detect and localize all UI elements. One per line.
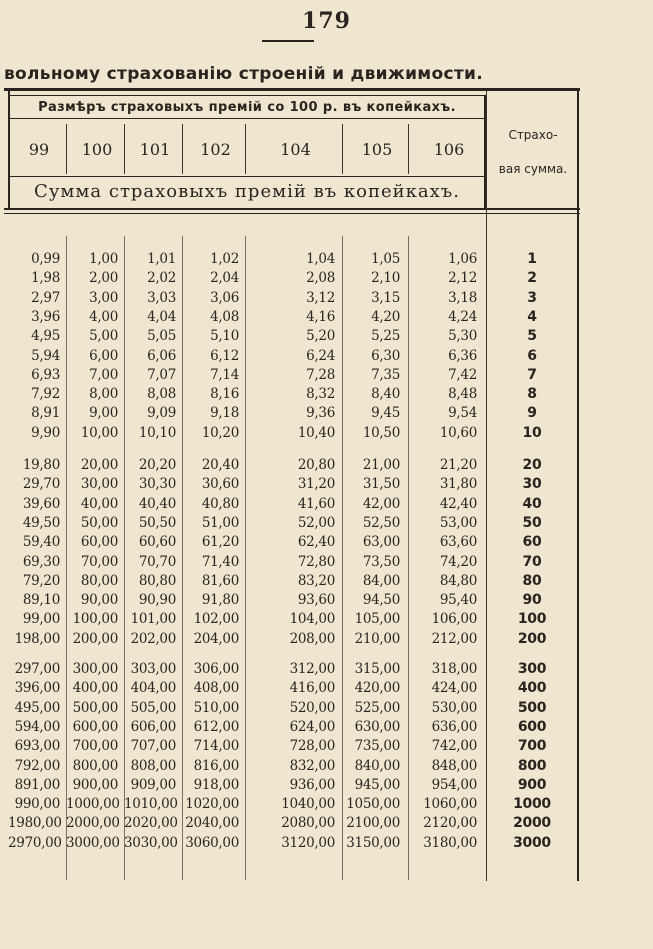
rate-header-divider: [408, 124, 409, 174]
rate-column-header: 99: [28, 140, 50, 159]
premium-cell: 59,40: [22, 534, 60, 551]
premium-cell: 9,18: [210, 405, 239, 422]
premium-cell: 4,16: [306, 308, 335, 325]
premium-cell: 90,00: [80, 592, 118, 609]
premium-cell: 816,00: [193, 757, 239, 774]
header-inner-top-rule: [10, 95, 484, 96]
premium-cell: 79,20: [22, 572, 60, 589]
premium-cell: 5,94: [31, 347, 60, 364]
premium-cell: 9,90: [31, 424, 60, 441]
premium-cell: 6,93: [31, 366, 60, 383]
page-number-rule: [262, 40, 314, 42]
premium-cell: 210,00: [354, 630, 400, 647]
table-row: [0, 475, 580, 494]
table-title: Размѣръ страховыхъ премій со 100 р. въ копейкахъ.: [38, 100, 456, 115]
premium-cell: 63,00: [362, 534, 400, 551]
table-row: [0, 699, 580, 718]
insured-sum-cell: 2: [527, 270, 537, 287]
premium-cell: 525,00: [354, 699, 400, 716]
premium-cell: 3,96: [31, 308, 60, 325]
premium-cell: 30,30: [138, 476, 176, 493]
premium-cell: 500,00: [72, 699, 118, 716]
premium-cell: 31,20: [297, 476, 335, 493]
premium-cell: 4,24: [448, 308, 477, 325]
premium-cell: 520,00: [289, 699, 335, 716]
insured-sum-cell: 7: [527, 366, 537, 383]
insured-sum-cell: 30: [522, 476, 542, 493]
premium-cell: 9,36: [306, 405, 335, 422]
premium-cell: 8,16: [210, 386, 239, 403]
premium-cell: 20,80: [297, 457, 335, 473]
premium-cell: 70,70: [138, 553, 176, 570]
premium-cell: 1,02: [210, 251, 239, 267]
premium-cell: 707,00: [130, 738, 176, 755]
table-row: [0, 424, 580, 443]
premium-cell: 630,00: [354, 718, 400, 735]
premium-cell: 2,02: [147, 270, 176, 287]
premium-cell: 8,08: [147, 386, 176, 403]
premium-cell: 3,12: [306, 289, 335, 306]
premium-cell: 72,80: [297, 553, 335, 570]
premium-cell: 840,00: [354, 757, 400, 774]
rate-header-divider: [66, 124, 67, 174]
premium-cell: 7,35: [371, 366, 400, 383]
table-row: [0, 250, 580, 269]
table-row: [0, 533, 580, 552]
insured-sum-cell: 90: [522, 592, 542, 609]
sum-header-line1: Страхо-: [508, 128, 558, 142]
premium-cell: 10,60: [439, 424, 477, 441]
premium-cell: 1020,00: [185, 796, 239, 813]
table-row: [0, 553, 580, 572]
premium-cell: 1050,00: [346, 796, 400, 813]
premium-cell: 1,98: [31, 270, 60, 287]
premium-cell: 1040,00: [281, 796, 335, 813]
premium-cell: 5,25: [371, 328, 400, 345]
premium-cell: 297,00: [14, 661, 60, 677]
premium-cell: 5,10: [210, 328, 239, 345]
premium-cell: 3150,00: [346, 834, 400, 851]
premium-cell: 728,00: [289, 738, 335, 755]
premium-cell: 918,00: [193, 776, 239, 793]
premium-cell: 39,60: [22, 495, 60, 512]
premium-cell: 891,00: [14, 776, 60, 793]
insured-sum-cell: 500: [517, 699, 547, 716]
sum-header-line2: вая сумма.: [498, 162, 568, 176]
table-row: [0, 737, 580, 756]
premium-cell: 5,00: [89, 328, 118, 345]
premium-cell: 4,04: [147, 308, 176, 325]
premium-cell: 8,48: [448, 386, 477, 403]
insured-sum-cell: 3000: [513, 834, 551, 851]
table-row: [0, 327, 580, 346]
premium-cell: 800,00: [72, 757, 118, 774]
premium-cell: 0,99: [31, 251, 60, 267]
premium-cell: 6,30: [371, 347, 400, 364]
insured-sum-cell: 4: [527, 308, 537, 325]
premium-cell: 10,10: [138, 424, 176, 441]
premium-cell: 106,00: [431, 611, 477, 628]
insured-sum-cell: 70: [522, 553, 542, 570]
title-underline: [10, 118, 484, 119]
premium-cell: 202,00: [130, 630, 176, 647]
table-row: [0, 456, 580, 475]
premium-cell: 936,00: [289, 776, 335, 793]
premium-cell: 40,00: [80, 495, 118, 512]
premium-cell: 6,06: [147, 347, 176, 364]
insured-sum-cell: 200: [517, 630, 547, 647]
premium-cell: 2970,00: [8, 834, 62, 851]
premium-cell: 84,00: [362, 572, 400, 589]
premium-cell: 3,15: [371, 289, 400, 306]
premium-cell: 10,00: [80, 424, 118, 441]
premium-cell: 832,00: [289, 757, 335, 774]
premium-cell: 7,28: [306, 366, 335, 383]
premium-cell: 80,00: [80, 572, 118, 589]
premium-cell: 2,10: [371, 270, 400, 287]
premium-cell: 9,00: [89, 405, 118, 422]
insured-sum-cell: 2000: [513, 815, 551, 832]
premium-cell: 1010,00: [124, 796, 178, 813]
table-row: [0, 308, 580, 327]
insured-sum-cell: 900: [517, 776, 547, 793]
premium-cell: 735,00: [354, 738, 400, 755]
table-row: [0, 289, 580, 308]
rate-column-header: 105: [361, 140, 393, 159]
premium-cell: 306,00: [193, 661, 239, 677]
table-row: [0, 630, 580, 649]
rate-column-header: 100: [81, 140, 113, 159]
table-row: [0, 679, 580, 698]
premium-cell: 2,04: [210, 270, 239, 287]
premium-cell: 900,00: [72, 776, 118, 793]
premium-cell: 408,00: [193, 680, 239, 697]
premium-cell: 2000,00: [66, 815, 120, 832]
premium-cell: 510,00: [193, 699, 239, 716]
header-bottom-rule-2: [4, 213, 580, 214]
premium-cell: 49,50: [22, 514, 60, 531]
premium-cell: 104,00: [289, 611, 335, 628]
insured-sum-cell: 700: [517, 738, 547, 755]
insured-sum-cell: 3: [527, 289, 537, 306]
rate-row-bottom-rule: [10, 176, 484, 177]
premium-cell: 7,00: [89, 366, 118, 383]
premium-cell: 700,00: [72, 738, 118, 755]
rate-column-header: 104: [280, 140, 311, 159]
premium-cell: 100,00: [72, 611, 118, 628]
premium-cell: 792,00: [14, 757, 60, 774]
premium-cell: 21,20: [439, 457, 477, 473]
insured-sum-cell: 60: [522, 534, 542, 551]
insured-sum-cell: 800: [517, 757, 547, 774]
premium-cell: 1,06: [448, 251, 477, 267]
premium-cell: 420,00: [354, 680, 400, 697]
premium-cell: 6,12: [210, 347, 239, 364]
premium-cell: 60,60: [138, 534, 176, 551]
premium-cell: 21,00: [362, 457, 400, 473]
table-row: [0, 834, 580, 853]
premium-cell: 505,00: [130, 699, 176, 716]
premium-cell: 3,06: [210, 289, 239, 306]
premium-cell: 424,00: [431, 680, 477, 697]
premium-cell: 312,00: [289, 661, 335, 677]
table-row: [0, 795, 580, 814]
premium-cell: 30,60: [201, 476, 239, 493]
premium-cell: 95,40: [439, 592, 477, 609]
premium-cell: 93,60: [297, 592, 335, 609]
premium-cell: 69,30: [22, 553, 60, 570]
insured-sum-cell: 600: [517, 718, 547, 735]
premium-cell: 315,00: [354, 661, 400, 677]
premium-cell: 63,60: [439, 534, 477, 551]
premium-cell: 19,80: [22, 457, 60, 473]
premium-cell: 31,80: [439, 476, 477, 493]
premium-cell: 83,20: [297, 572, 335, 589]
insured-sum-cell: 100: [517, 611, 547, 628]
premium-cell: 3180,00: [423, 834, 477, 851]
table-row: [0, 718, 580, 737]
premium-cell: 848,00: [431, 757, 477, 774]
table-row: [0, 385, 580, 404]
insured-sum-cell: 1: [527, 251, 537, 267]
premium-cell: 10,50: [362, 424, 400, 441]
table-row: [0, 514, 580, 533]
premium-cell: 2100,00: [346, 815, 400, 832]
rate-column-header: 106: [433, 140, 465, 159]
premium-cell: 101,00: [130, 611, 176, 628]
premium-cell: 53,00: [439, 514, 477, 531]
premium-cell: 8,00: [89, 386, 118, 403]
premium-cell: 61,20: [201, 534, 239, 551]
premium-cell: 1060,00: [423, 796, 477, 813]
premium-cell: 40,80: [201, 495, 239, 512]
premium-cell: 10,40: [297, 424, 335, 441]
premium-cell: 105,00: [354, 611, 400, 628]
premium-cell: 10,20: [201, 424, 239, 441]
premium-cell: 624,00: [289, 718, 335, 735]
premium-cell: 2,08: [306, 270, 335, 287]
premium-cell: 9,45: [371, 405, 400, 422]
premium-cell: 4,00: [89, 308, 118, 325]
premium-cell: 80,80: [138, 572, 176, 589]
premium-cell: 1,04: [306, 251, 335, 267]
premium-cell: 808,00: [130, 757, 176, 774]
premium-cell: 7,42: [448, 366, 477, 383]
insured-sum-cell: 300: [517, 661, 547, 677]
table-row: [0, 495, 580, 514]
premium-cell: 5,05: [147, 328, 176, 345]
premium-cell: 31,50: [362, 476, 400, 493]
premium-cell: 62,40: [297, 534, 335, 551]
table-top-rule: [4, 88, 580, 91]
premium-cell: 416,00: [289, 680, 335, 697]
premium-cell: 60,00: [80, 534, 118, 551]
premium-cell: 90,90: [138, 592, 176, 609]
premium-cell: 208,00: [289, 630, 335, 647]
insured-sum-cell: 400: [517, 680, 547, 697]
table-row: [0, 269, 580, 288]
insured-sum-cell: 8: [527, 386, 537, 403]
premium-cell: 742,00: [431, 738, 477, 755]
premium-cell: 6,00: [89, 347, 118, 364]
premium-cell: 2,12: [448, 270, 477, 287]
premium-cell: 5,30: [448, 328, 477, 345]
premium-cell: 2080,00: [281, 815, 335, 832]
premium-cell: 612,00: [193, 718, 239, 735]
premium-cell: 91,80: [201, 592, 239, 609]
premium-cell: 20,00: [80, 457, 118, 473]
premium-cell: 94,50: [362, 592, 400, 609]
premium-cell: 606,00: [130, 718, 176, 735]
premium-cell: 71,40: [201, 553, 239, 570]
premium-cell: 73,50: [362, 553, 400, 570]
premium-cell: 5,20: [306, 328, 335, 345]
premium-cell: 99,00: [22, 611, 60, 628]
premium-cell: 41,60: [297, 495, 335, 512]
premium-cell: 1980,00: [8, 815, 62, 832]
premium-cell: 945,00: [354, 776, 400, 793]
premium-cell: 8,32: [306, 386, 335, 403]
premium-cell: 3000,00: [66, 834, 120, 851]
premium-cell: 204,00: [193, 630, 239, 647]
table-row: [0, 757, 580, 776]
premium-cell: 909,00: [130, 776, 176, 793]
premium-cell: 200,00: [72, 630, 118, 647]
table-subtitle: Сумма страховыхъ премій въ копейкахъ.: [34, 181, 460, 202]
premium-cell: 1,05: [371, 251, 400, 267]
premium-cell: 9,54: [448, 405, 477, 422]
premium-cell: 2040,00: [185, 815, 239, 832]
table-row: [0, 610, 580, 629]
table-row: [0, 814, 580, 833]
premium-cell: 1,00: [89, 251, 118, 267]
premium-cell: 693,00: [14, 738, 60, 755]
premium-cell: 9,09: [147, 405, 176, 422]
table-row: [0, 366, 580, 385]
premium-cell: 29,70: [22, 476, 60, 493]
page-number: 179: [302, 8, 351, 34]
insured-sum-cell: 40: [522, 495, 542, 512]
premium-cell: 594,00: [14, 718, 60, 735]
premium-cell: 4,95: [31, 328, 60, 345]
rate-column-header: 102: [200, 140, 231, 159]
premium-cell: 3,00: [89, 289, 118, 306]
rate-header-divider: [182, 124, 183, 174]
insured-sum-cell: 50: [522, 514, 542, 531]
premium-cell: 3030,00: [124, 834, 178, 851]
premium-cell: 7,14: [210, 366, 239, 383]
premium-cell: 3,03: [147, 289, 176, 306]
insured-sum-cell: 9: [527, 405, 537, 422]
premium-cell: 1,01: [147, 251, 176, 267]
premium-cell: 4,20: [371, 308, 400, 325]
premium-cell: 102,00: [193, 611, 239, 628]
premium-cell: 198,00: [14, 630, 60, 647]
table-row: [0, 660, 580, 679]
premium-cell: 530,00: [431, 699, 477, 716]
premium-cell: 3120,00: [281, 834, 335, 851]
insured-sum-cell: 20: [522, 457, 542, 473]
premium-cell: 20,40: [201, 457, 239, 473]
premium-cell: 300,00: [72, 661, 118, 677]
premium-cell: 404,00: [130, 680, 176, 697]
premium-cell: 8,91: [31, 405, 60, 422]
table-row: [0, 347, 580, 366]
premium-cell: 50,00: [80, 514, 118, 531]
insured-sum-cell: 5: [527, 328, 537, 345]
insured-sum-cell: 10: [522, 424, 542, 441]
premium-cell: 495,00: [14, 699, 60, 716]
premium-cell: 396,00: [14, 680, 60, 697]
premium-cell: 303,00: [130, 661, 176, 677]
premium-cell: 990,00: [14, 796, 60, 813]
premium-cell: 42,00: [362, 495, 400, 512]
premium-cell: 89,10: [22, 592, 60, 609]
premium-cell: 52,50: [362, 514, 400, 531]
insured-sum-cell: 6: [527, 347, 537, 364]
rate-header-divider: [245, 124, 246, 174]
premium-cell: 3,18: [448, 289, 477, 306]
premium-cell: 81,60: [201, 572, 239, 589]
premium-cell: 1000,00: [66, 796, 120, 813]
insured-sum-cell: 1000: [513, 796, 551, 813]
header-bottom-rule: [4, 208, 580, 210]
premium-cell: 51,00: [201, 514, 239, 531]
insured-sum-cell: 80: [522, 572, 542, 589]
premium-cell: 40,40: [138, 495, 176, 512]
running-head: вольному страхованію строеній и движимости.: [4, 64, 483, 84]
premium-cell: 2020,00: [124, 815, 178, 832]
premium-cell: 2120,00: [423, 815, 477, 832]
premium-cell: 4,08: [210, 308, 239, 325]
premium-cell: 212,00: [431, 630, 477, 647]
premium-cell: 954,00: [431, 776, 477, 793]
premium-cell: 50,50: [138, 514, 176, 531]
premium-cell: 2,97: [31, 289, 60, 306]
premium-cell: 318,00: [431, 661, 477, 677]
table-row: [0, 776, 580, 795]
premium-cell: 84,80: [439, 572, 477, 589]
rate-header-divider: [342, 124, 343, 174]
table-row: [0, 404, 580, 423]
premium-cell: 20,20: [138, 457, 176, 473]
premium-cell: 3060,00: [185, 834, 239, 851]
rate-header-divider: [124, 124, 125, 174]
premium-cell: 70,00: [80, 553, 118, 570]
premium-cell: 74,20: [439, 553, 477, 570]
table-row: [0, 591, 580, 610]
premium-cell: 8,40: [371, 386, 400, 403]
premium-cell: 714,00: [193, 738, 239, 755]
premium-cell: 6,24: [306, 347, 335, 364]
premium-cell: 636,00: [431, 718, 477, 735]
premium-cell: 30,00: [80, 476, 118, 493]
table-row: [0, 572, 580, 591]
premium-cell: 52,00: [297, 514, 335, 531]
rate-column-header: 101: [139, 140, 171, 159]
premium-cell: 600,00: [72, 718, 118, 735]
premium-cell: 7,07: [147, 366, 176, 383]
premium-cell: 6,36: [448, 347, 477, 364]
premium-cell: 7,92: [31, 386, 60, 403]
premium-cell: 400,00: [72, 680, 118, 697]
premium-cell: 42,40: [439, 495, 477, 512]
premium-cell: 2,00: [89, 270, 118, 287]
